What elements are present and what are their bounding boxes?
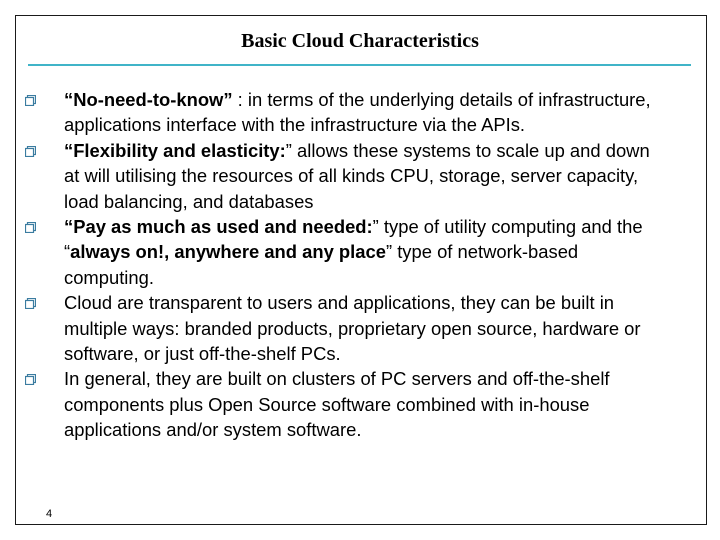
- slide-title: Basic Cloud Characteristics: [241, 30, 479, 52]
- bullet-text-bold: “Pay as much as used and needed:: [64, 216, 373, 238]
- bullet-text: ” type of network-based computing.: [64, 241, 579, 288]
- bullet-item: [0, 87, 664, 138]
- bullet-item: [0, 138, 664, 214]
- bullet-text: ” type of utility computing and the “: [64, 216, 643, 263]
- checkbox-bullet-icon: [25, 146, 36, 157]
- page-number: 4: [46, 508, 53, 520]
- bullet-text-bold: “No-need-to-know”: [64, 89, 233, 110]
- checkbox-bullet-icon: [25, 95, 36, 106]
- checkbox-bullet-icon: [25, 222, 36, 233]
- bullet-item: [0, 366, 664, 442]
- bullet-text-bold: always on!, anywhere and any place: [70, 241, 386, 263]
- bullet-text: In general, they are built on clusters of PC servers and off-the-shelf components plus Open Source software combined with in-house applications and/or system software.: [64, 368, 610, 441]
- bullet-list: [0, 87, 720, 443]
- bullet-text: : in terms of the underlying details of infrastructure, applications interface with the infrastructure via the APIs.: [64, 89, 651, 136]
- checkbox-bullet-icon: [25, 298, 36, 309]
- bullet-text-bold: “Flexibility and elasticity:: [64, 139, 286, 161]
- bullet-item: [0, 290, 664, 366]
- bullet-item: [0, 214, 664, 290]
- bullet-text: ” allows these systems to scale up and down at will utilising the resources of all kinds CPU, storage, server capacity, load balancing, and databases: [64, 139, 650, 212]
- checkbox-bullet-icon: [25, 374, 36, 385]
- bullet-text: Cloud are transparent to users and applications, they can be built in multiple ways: branded products, proprietary open source, hardware or software, or just off-the-shelf PCs.: [64, 292, 641, 365]
- title-underline: [28, 64, 691, 66]
